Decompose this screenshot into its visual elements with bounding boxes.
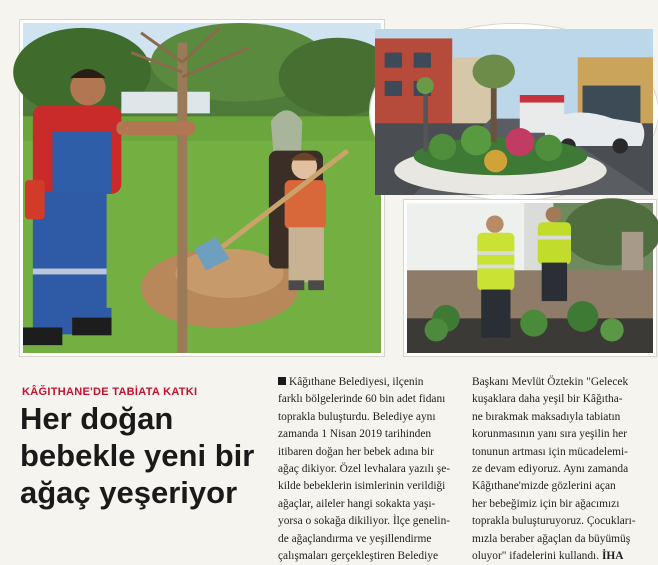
body-line: her bebeğimiz için bir ağacımızı xyxy=(472,497,620,510)
headline-line: bebekle yeni bir xyxy=(20,438,255,473)
headline-line: Her doğan xyxy=(20,401,174,436)
body-line: ze devam ediyoruz. Aynı zamanda xyxy=(472,463,629,476)
paragraph-marker-icon xyxy=(278,377,286,385)
body-line: yorsa o sokağa dikiliyor. İlçe genelin- xyxy=(278,515,451,528)
body-line: ağaç dikiyor. Özel levhalara yazılı şe- xyxy=(278,463,451,476)
body-line: mızla beraber ağaçlan da büyümüş xyxy=(472,532,631,545)
body-column-2 xyxy=(472,374,656,565)
body-line: ağaçlar, aileler hangi sokakta yaşı- xyxy=(278,497,436,510)
workers-planting-photo xyxy=(404,200,656,356)
body-line: Kâğıthane'mizde gözlerini açan xyxy=(472,480,616,493)
body-line: oluyor" ifadelerini kullandı. İHA xyxy=(472,550,624,563)
source-signature: İHA xyxy=(601,550,624,563)
body-line: Kâğıthane Belediyesi, ilçenin xyxy=(278,374,466,391)
body-line: çalışmaları gerçekleştiren Belediye xyxy=(278,550,439,563)
body-line: farklı bölgelerinde 60 bin adet fidanı xyxy=(278,393,446,406)
body-line: kuşaklara daha yeşil bir Kâğıtha- xyxy=(472,393,623,406)
body-line: ne bırakmak maksadıyla tabiatın xyxy=(472,410,621,423)
headline-line: ağaç yeşeriyor xyxy=(20,475,238,510)
body-line: kilde bebeklerin isimlerinin verildiği xyxy=(278,480,446,493)
tree-planting-photo xyxy=(20,20,384,356)
body-line: tonunun artması için mücadelemi- xyxy=(472,445,628,458)
body-line: de ağaçlandırma ve yeşillendirme xyxy=(278,532,432,545)
body-line: korunmasının yanı sıra yeşilin her xyxy=(472,428,628,441)
street-flowerbed-photo xyxy=(370,24,658,200)
body-line: toprakla buluşturdu. Belediye aynı xyxy=(278,410,436,423)
body-line: Başkanı Mevlüt Öztekin "Gelecek xyxy=(472,376,629,388)
section-kicker: KÂĞITHANE'DE TABİATA KATKI xyxy=(22,386,198,398)
body-line: toprakla buluşturuyoruz. Çocukları- xyxy=(472,515,636,528)
headline xyxy=(20,400,270,511)
body-line: itibaren doğan her bebek adına bir xyxy=(278,445,434,458)
body-line: zamanda 1 Nisan 2019 tarihinden xyxy=(278,428,432,441)
body-column-1 xyxy=(278,374,466,565)
